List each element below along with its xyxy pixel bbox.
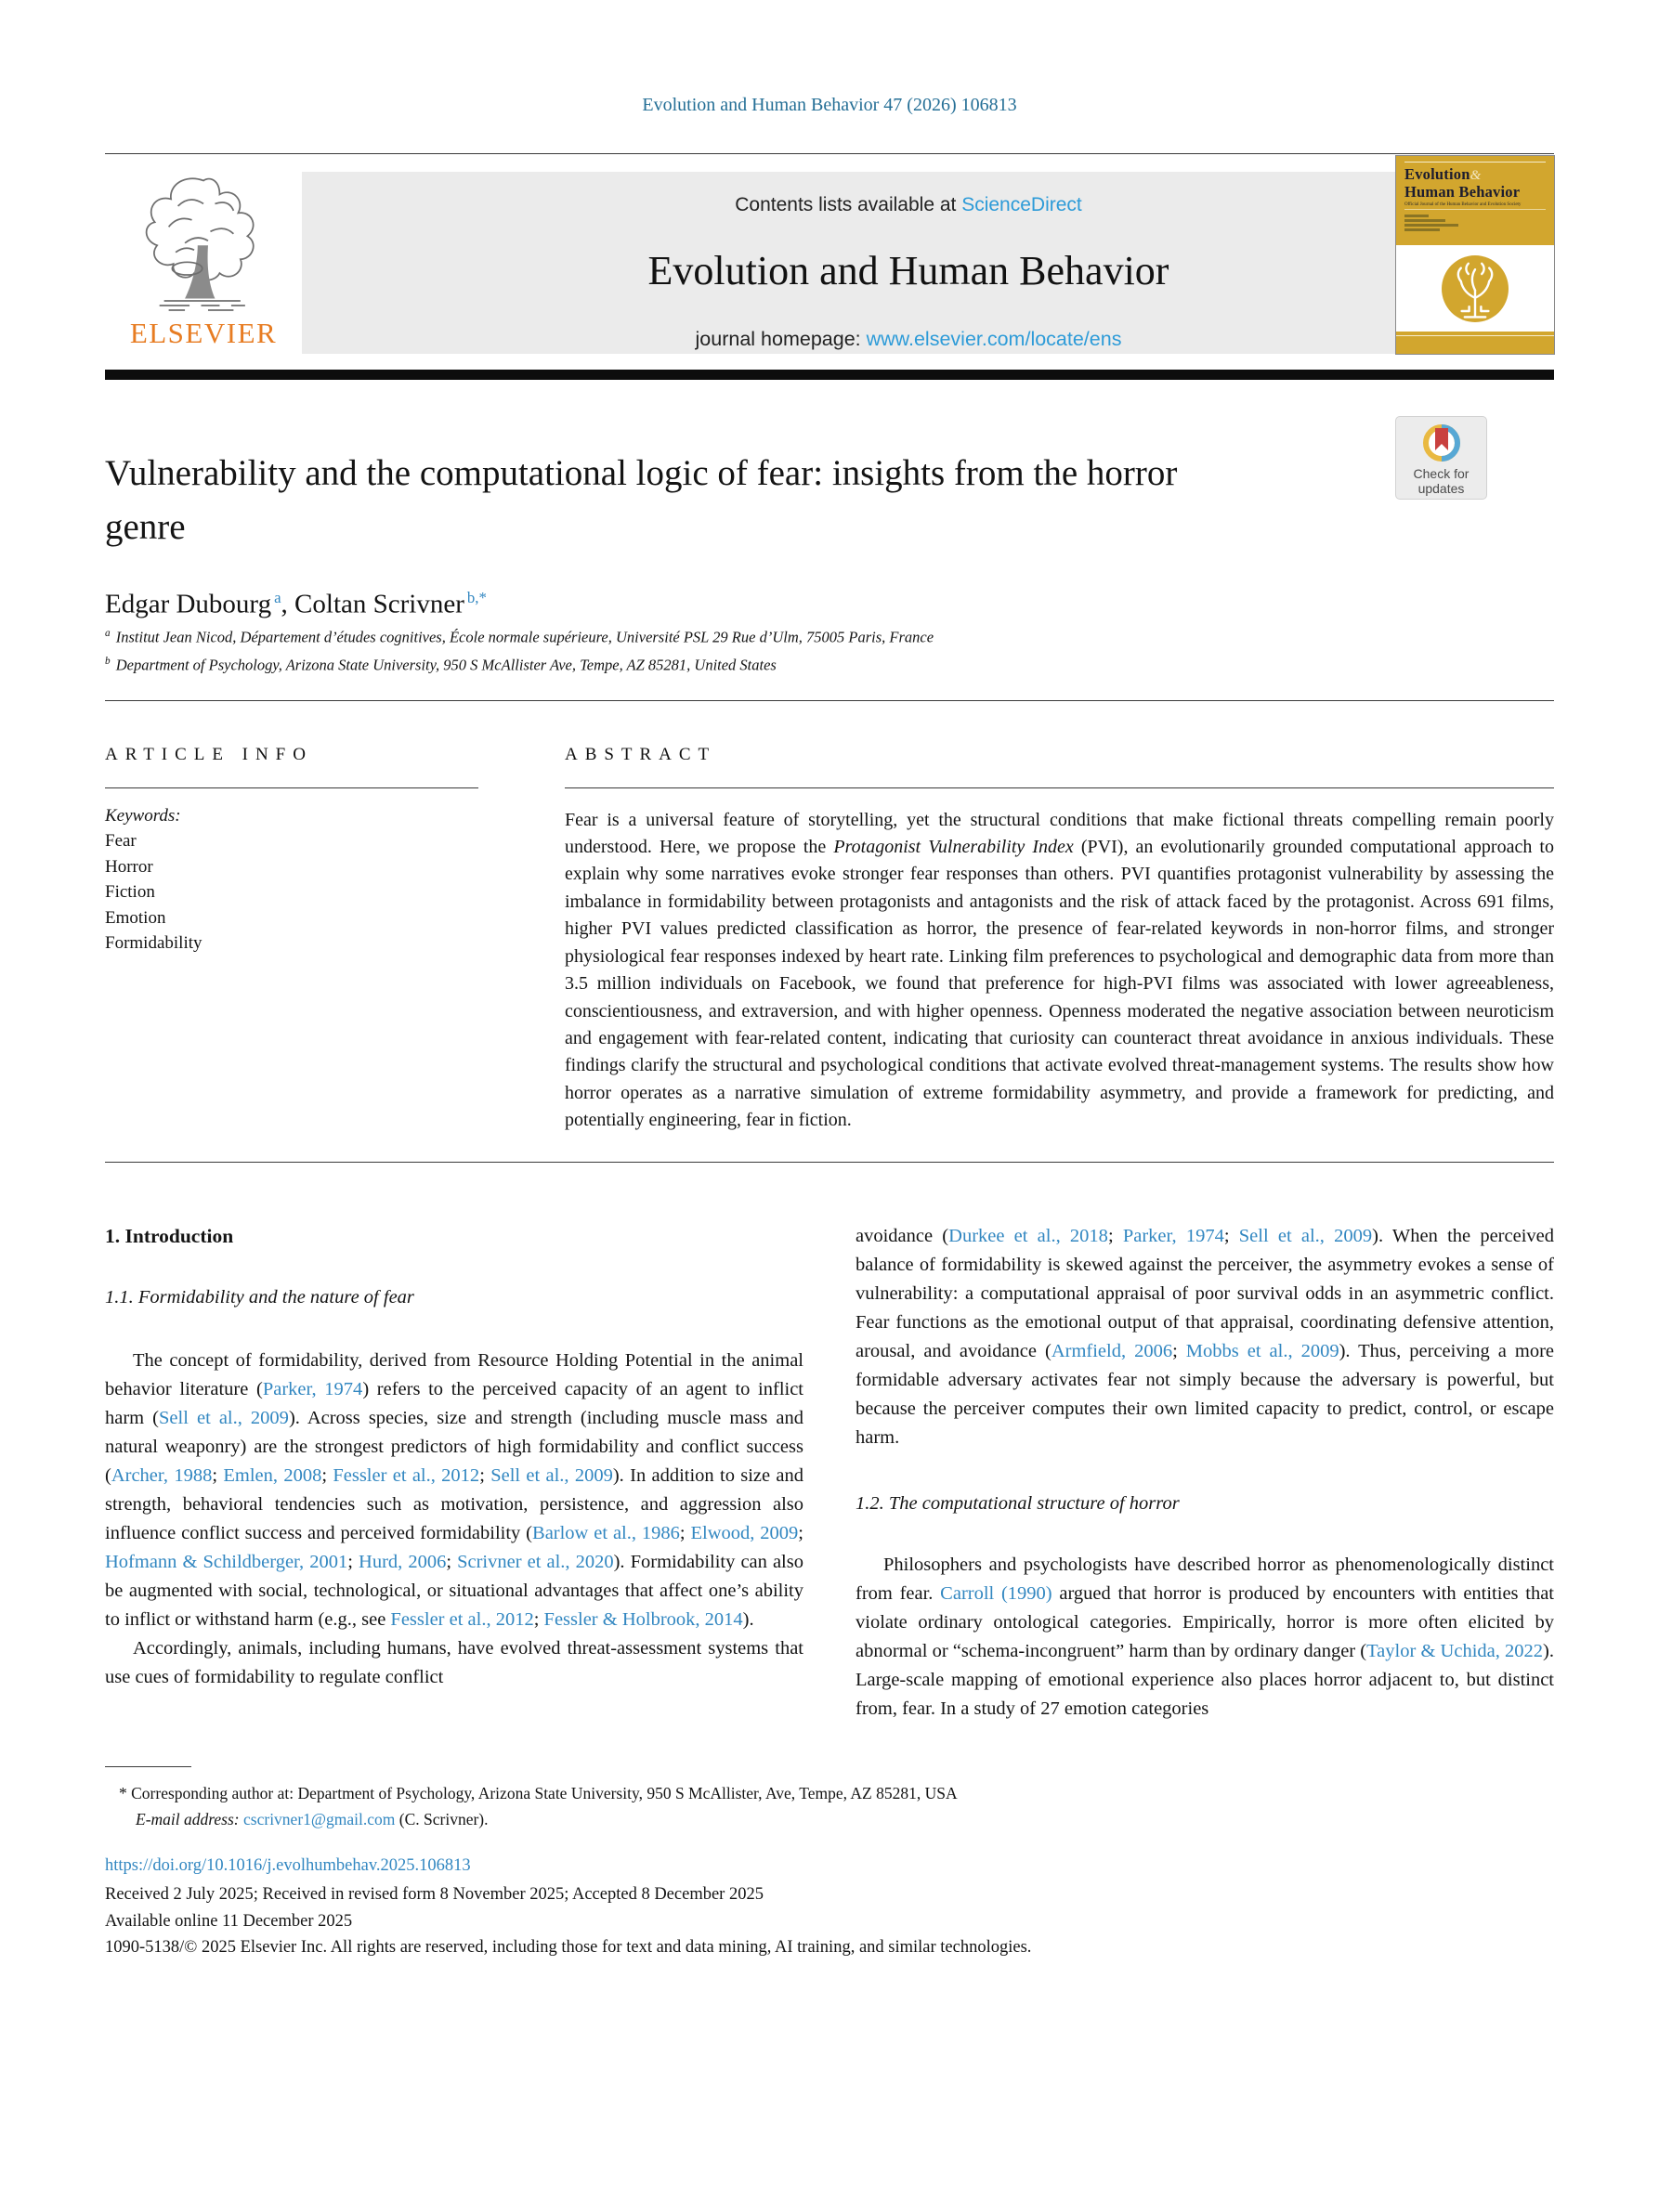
text-segment: ). Thus, perceiving a more formidable adversary activates fear not simply because the adversary is powerful, but because the perceiver computes their own limited capacity to predict, control, or escape harm. bbox=[856, 1340, 1554, 1448]
footnote-rule bbox=[105, 1766, 191, 1767]
text-segment: ; bbox=[1223, 1225, 1239, 1246]
link[interactable]: b,* bbox=[466, 589, 487, 606]
divider-bar bbox=[105, 370, 1554, 380]
keyword-item: Fiction bbox=[105, 882, 155, 903]
link[interactable]: Barlow et al., 1986 bbox=[532, 1522, 680, 1543]
text-segment: ). In addition to size and strength, behavioral tendencies such as motivation, persistence, and aggression also influence conflict success and perceived formidability ( bbox=[105, 1464, 804, 1543]
text-segment: a bbox=[105, 627, 111, 639]
homepage-link[interactable]: www.elsevier.com/locate/ens bbox=[866, 328, 1122, 350]
journal-cover-thumbnail[interactable] bbox=[1395, 155, 1555, 355]
keyword-item: Emotion bbox=[105, 907, 166, 928]
abstract-column bbox=[565, 701, 1554, 1135]
link[interactable]: Mobbs et al., 2009 bbox=[1185, 1340, 1339, 1361]
cover-rule bbox=[1404, 162, 1546, 163]
email-note bbox=[105, 1806, 1554, 1832]
paragraph bbox=[105, 1347, 803, 1634]
link[interactable]: Hofmann & Schildberger, 2001 bbox=[105, 1551, 348, 1572]
link[interactable]: Sell et al., 2009 bbox=[1238, 1225, 1373, 1246]
cover-subtitle: Official Journal of the Human Behavior and Evolution Society bbox=[1404, 202, 1546, 210]
text-segment: avoidance ( bbox=[856, 1225, 949, 1246]
badge-line2: updates bbox=[1417, 481, 1465, 496]
received-dates: Received 2 July 2025; Received in revised form 8 November 2025; Accepted 8 December 2025 bbox=[105, 1885, 764, 1905]
link[interactable]: Elwood, 2009 bbox=[690, 1522, 799, 1543]
link[interactable]: Fessler et al., 2012 bbox=[333, 1464, 480, 1486]
cover-title bbox=[1404, 166, 1546, 200]
text-segment: E-mail address: bbox=[136, 1809, 244, 1828]
text-segment: * Corresponding author at: Department of Psychology, Arizona State University, 950 S McAllister, Ave, Tempe, AZ 85281, USA bbox=[119, 1783, 958, 1802]
left-column bbox=[105, 1222, 803, 1724]
text-segment: b bbox=[105, 656, 111, 668]
abstract-bottom-rule bbox=[105, 1162, 1554, 1163]
text-segment: argued that horror is produced by encounters with entities that violate ordinary ontological categories. Empirically, horror is more often elicited by abnormal or “schema-incongruent” harm than by ordinary danger ( bbox=[856, 1582, 1554, 1661]
text-segment: Department of Psychology, Arizona State University, 950 S McAllister Ave, Tempe, AZ 85281, United States bbox=[111, 656, 777, 674]
subsection-heading-1-2: 1.2. The computational structure of horror bbox=[856, 1492, 1180, 1514]
text-segment: ). When the perceived balance of formidability is skewed against the perceiver, the asymmetry evokes a sense of vulnerability: a computational appraisal of poor survival odds in an asymmetric conflict. Fear functions as the emotional output of that appraisal, coordinating defensive attention, arousal, and avoidance ( bbox=[856, 1225, 1554, 1361]
cover-middle bbox=[1396, 245, 1554, 332]
text-segment: ). Formidability can also be augmented with social, technological, or situational advantages that affect one’s ability to inflict or withstand harm (e.g., see bbox=[105, 1551, 803, 1630]
link[interactable]: Carroll (1990) bbox=[940, 1582, 1052, 1604]
brain-tree-logo-icon bbox=[1438, 252, 1512, 326]
text-segment: ; bbox=[533, 1608, 544, 1630]
elsevier-logo[interactable] bbox=[105, 172, 302, 354]
contents-line bbox=[302, 194, 1515, 216]
link[interactable]: Hurd, 2006 bbox=[359, 1551, 447, 1572]
link[interactable]: Parker, 1974 bbox=[1122, 1225, 1224, 1246]
cover-fineprint bbox=[1404, 215, 1546, 231]
text-segment: ; bbox=[212, 1464, 224, 1486]
link[interactable]: Taylor & Uchida, 2022 bbox=[1366, 1640, 1544, 1661]
paragraph bbox=[105, 1634, 803, 1692]
contents-prefix: Contents lists available at bbox=[735, 194, 962, 215]
text-segment: , Coltan Scrivner bbox=[281, 589, 464, 619]
text-segment: ; bbox=[446, 1551, 458, 1572]
header-rule bbox=[105, 153, 1554, 154]
paragraph-continuation bbox=[856, 1222, 1554, 1452]
link[interactable]: Armfield, 2006 bbox=[1051, 1340, 1173, 1361]
journal-citation: Evolution and Human Behavior 47 (2026) 106813 bbox=[642, 95, 1017, 115]
abstract-heading: ABSTRACT bbox=[565, 745, 1554, 788]
text-segment: ). bbox=[742, 1608, 754, 1630]
cover-top bbox=[1396, 156, 1554, 245]
cover-fineprint-bar bbox=[1404, 215, 1429, 217]
footer-metadata bbox=[105, 1853, 1554, 1961]
keywords-list bbox=[105, 828, 478, 956]
text-segment: Edgar Dubourg bbox=[105, 589, 272, 619]
footnote-block bbox=[105, 1766, 1554, 1832]
elsevier-tree-icon bbox=[134, 174, 273, 315]
text-segment: ) refers to the perceived capacity of an agent to inflict harm ( bbox=[105, 1378, 803, 1428]
journal-title: Evolution and Human Behavior bbox=[647, 248, 1169, 293]
subsection-heading-1-1: 1.1. Formidability and the nature of fear bbox=[105, 1286, 414, 1308]
link[interactable]: Fessler & Holbrook, 2014 bbox=[543, 1608, 743, 1630]
text-segment: ; bbox=[1172, 1340, 1186, 1361]
available-online: Available online 11 December 2025 bbox=[105, 1911, 353, 1931]
elsevier-wordmark: ELSEVIER bbox=[129, 317, 278, 349]
text-segment: The concept of formidability, derived from Resource Holding Potential in the animal behavior literature ( bbox=[105, 1349, 803, 1399]
homepage-prefix: journal homepage: bbox=[695, 328, 867, 350]
link[interactable]: Archer, 1988 bbox=[111, 1464, 213, 1486]
copyright-line: 1090-5138/© 2025 Elsevier Inc. All rights are reserved, including those for text and data mining, AI training, and similar technologies. bbox=[105, 1938, 1032, 1958]
cover-bottom bbox=[1396, 332, 1554, 354]
keyword-item: Fear bbox=[105, 831, 137, 852]
link[interactable]: Parker, 1974 bbox=[262, 1378, 363, 1399]
journal-banner bbox=[105, 172, 1554, 354]
link[interactable]: a bbox=[274, 589, 281, 606]
text-segment: (PVI), an evolutionarily grounded computational approach to explain why some narratives evoke stronger fear responses than others. PVI quantifies protagonist vulnerability by assessing the imbalance in formidability between protagonists and antagonists and the risk of attack faced by the protagonist. Across 691 films, higher PVI values predicted classification as horror, the presence of fear-related keywords in non-horror films, and stronger physiological fear responses indexed by heart rate. Linking film preferences to psychological and demographic data from more than 3.5 million individuals on Facebook, we found that preference for high-PVI films was associated with lower agreeableness, conscientiousness, and extraversion, and with higher openness. Openness moderated the negative association between neuroticism and engagement with fear-related content, indicating that curiosity can counteract threat avoidance in anxious individuals. These findings clarify the structural and psychological conditions that activate evolved threat-management systems. The results show how horror operates as a narrative simulation of extreme formidability asymmetry, and provide a framework for predicting, and potentially engineering, fear in fiction. bbox=[565, 837, 1554, 1131]
link[interactable]: Durkee et al., 2018 bbox=[948, 1225, 1108, 1246]
article-title: Vulnerability and the computational logic of fear: insights from the horror genre bbox=[105, 453, 1178, 547]
text-segment: Fear is a universal feature of storytelling, yet the structural conditions that make fictional threats compelling remain poorly understood. Here, we propose the bbox=[565, 809, 1554, 858]
text-segment: ; bbox=[679, 1522, 691, 1543]
text-segment: ). Across species, size and strength (including muscle mass and natural weaponry) are the strongest predictors of high formidability and conflict success ( bbox=[105, 1407, 803, 1486]
text-segment: ; bbox=[1107, 1225, 1123, 1246]
cover-rule bbox=[1396, 335, 1554, 336]
cover-fineprint-bar bbox=[1404, 224, 1458, 227]
keyword-item: Horror bbox=[105, 856, 153, 877]
doi-link[interactable]: https://doi.org/10.1016/j.evolhumbehav.2025.106813 bbox=[105, 1855, 471, 1875]
text-segment: ; bbox=[321, 1464, 333, 1486]
link[interactable]: Sell et al., 2009 bbox=[490, 1464, 613, 1486]
sciencedirect-link[interactable]: ScienceDirect bbox=[961, 194, 1082, 215]
cover-title-line2: Human Behavior bbox=[1404, 183, 1521, 201]
text-segment: (C. Scrivner). bbox=[395, 1809, 489, 1828]
body-columns bbox=[105, 1222, 1554, 1724]
affiliation-a bbox=[105, 621, 1554, 650]
badge-text bbox=[1396, 466, 1486, 496]
text-segment: ; bbox=[479, 1464, 491, 1486]
link[interactable]: Scrivner et al., 2020 bbox=[457, 1551, 614, 1572]
cover-fineprint-bar bbox=[1404, 219, 1445, 222]
text-segment: Philosophers and psychologists have described horror as phenomenologically distinct from fear. bbox=[856, 1554, 1554, 1604]
cover-title-line1: Evolution bbox=[1404, 165, 1470, 183]
text-segment: ; bbox=[798, 1522, 803, 1543]
cover-fineprint-bar bbox=[1404, 228, 1440, 231]
banner-center bbox=[302, 172, 1515, 354]
corresponding-author-note bbox=[105, 1780, 1554, 1806]
info-abstract-section bbox=[105, 701, 1554, 1135]
author-line bbox=[105, 581, 1554, 621]
abstract-text bbox=[565, 807, 1554, 1135]
text-segment: ; bbox=[347, 1551, 359, 1572]
text-segment: Institut Jean Nicod, Département d’études cognitives, École normale supérieure, Université PSL 29 Rue d’Ulm, 75005 Paris, France bbox=[111, 628, 934, 646]
text-segment: Protagonist Vulnerability Index bbox=[833, 837, 1074, 858]
keyword-item: Formidability bbox=[105, 933, 202, 954]
badge-line1: Check for bbox=[1413, 466, 1470, 481]
cover-ampersand: & bbox=[1470, 168, 1482, 183]
article-info-column bbox=[105, 701, 478, 1135]
check-for-updates-badge[interactable] bbox=[1395, 416, 1487, 500]
link[interactable]: Fessler et al., 2012 bbox=[390, 1608, 534, 1630]
right-column bbox=[856, 1222, 1554, 1724]
link[interactable]: Emlen, 2008 bbox=[223, 1464, 322, 1486]
section-heading-introduction: 1. Introduction bbox=[105, 1224, 234, 1247]
homepage-line bbox=[302, 328, 1515, 351]
link[interactable]: Sell et al., 2009 bbox=[159, 1407, 289, 1428]
affiliation-b bbox=[105, 649, 1554, 678]
paragraph bbox=[856, 1551, 1554, 1724]
crossmark-icon bbox=[1417, 421, 1466, 465]
article-info-heading: ARTICLE INFO bbox=[105, 745, 478, 788]
text-segment: ). Large-scale mapping of emotional experience also places horror adjacent to, but distinct from, fear. In a study of 27 emotion categories bbox=[856, 1640, 1554, 1719]
keywords-label: Keywords: bbox=[105, 805, 181, 826]
text-segment: Accordingly, animals, including humans, have evolved threat-assessment systems that use cues of formidability to regulate conflict bbox=[105, 1637, 803, 1687]
link[interactable]: cscrivner1@gmail.com bbox=[243, 1809, 396, 1828]
